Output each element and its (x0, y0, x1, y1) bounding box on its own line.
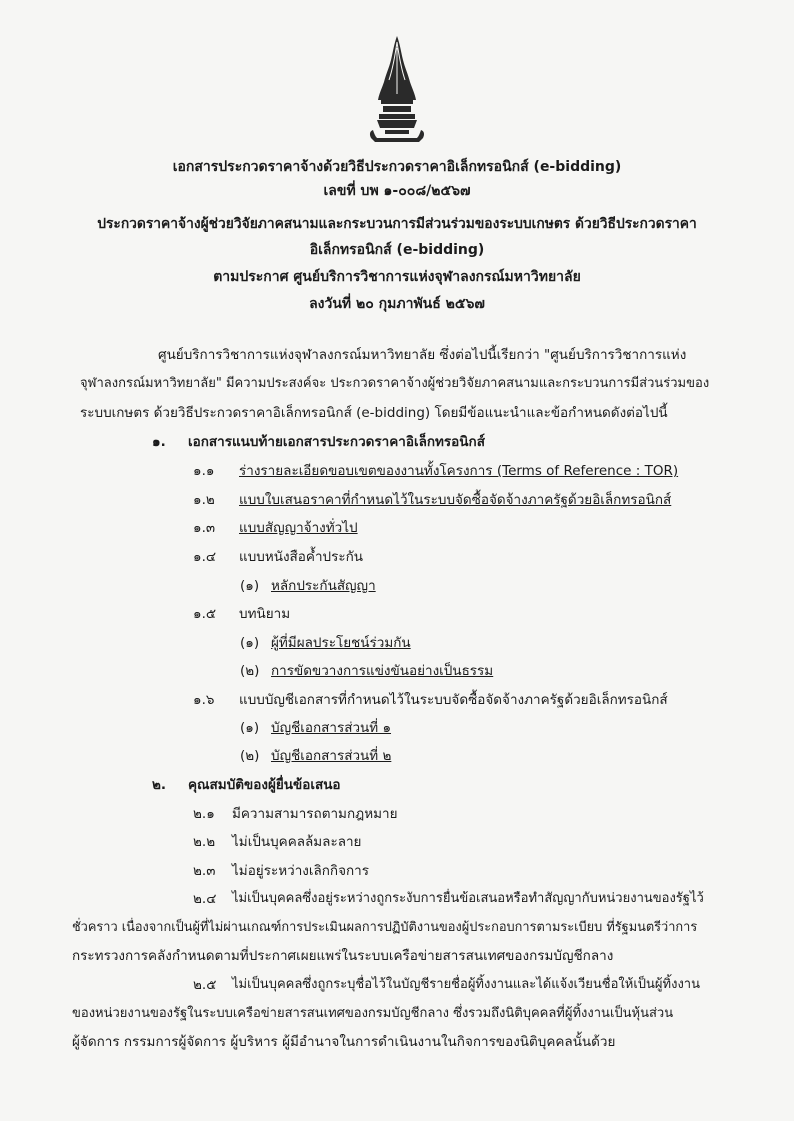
section-1-number: ๑. (152, 434, 166, 450)
item-number: ๒.๑ (193, 806, 215, 822)
section-1-title: เอกสารแนบท้ายเอกสารประกวดราคาอิเล็กทรอนิกส์ (188, 434, 485, 450)
item-number: ๒.๔ (193, 891, 217, 907)
sub-item-number: (๑) (240, 720, 260, 736)
university-emblem-logo (367, 34, 427, 146)
qualification-text-continued: กระทรวงการคลังกำหนดตามที่ประกาศเผยแพร่ในระบบเครือข่ายสารสนเทศของกรมบัญชีกลาง (72, 948, 614, 964)
item-number: ๑.๖ (193, 692, 215, 708)
attachment-link-tor[interactable]: ร่างรายละเอียดขอบเขตของงานทั้งโครงการ (Terms of Reference : TOR) (239, 463, 679, 479)
attachment-link-contract-guarantee[interactable]: หลักประกันสัญญา (271, 578, 376, 594)
item-number: ๑.๒ (193, 492, 215, 508)
attachment-link-document-list-1[interactable]: บัญชีเอกสารส่วนที่ ๑ (271, 720, 392, 736)
qualification-text-continued: ผู้จัดการ กรรมการผู้จัดการ ผู้บริหาร ผู้มีอำนาจในการดำเนินงานในกิจการของนิติบุคคลนั้นด้วย (72, 1034, 616, 1050)
intro-line-1: ศูนย์บริการวิชาการแห่งจุฬาลงกรณ์มหาวิทยาลัย ซึ่งต่อไปนี้เรียกว่า "ศูนย์บริการวิชาการแห่ง (158, 347, 687, 363)
qualification-text-continued: ของหน่วยงานของรัฐในระบบเครือข่ายสารสนเทศของกรมบัญชีกลาง ซึ่งรวมถึงนิติบุคคลที่ผู้ทิ้งงานเป็นหุ้นส่วน (72, 1006, 674, 1021)
intro-line-2: จุฬาลงกรณ์มหาวิทยาลัย" มีความประสงค์จะ ประกวดราคาจ้างผู้ช่วยวิจัยภาคสนามและกระบวนการมีส่วนร่วมของ (80, 376, 710, 391)
qualification-text: ไม่เป็นบุคคลซึ่งถูกระบุชื่อไว้ในบัญชีรายชื่อผู้ทิ้งงานและได้แจ้งเวียนชื่อให้เป็นผู้ทิ้งงาน (232, 977, 700, 992)
item-number: ๒.๒ (193, 834, 216, 850)
sub-item-number: (๑) (240, 635, 260, 651)
section-2-number: ๒. (152, 777, 167, 793)
attachment-link-joint-interest[interactable]: ผู้ที่มีผลประโยชน์ร่วมกัน (271, 635, 411, 651)
qualification-text: ไม่เป็นบุคคลซึ่งอยู่ระหว่างถูกระงับการยื่นข้อเสนอหรือทำสัญญากับหน่วยงานของรัฐไว้ (232, 891, 704, 906)
item-number: ๒.๓ (193, 863, 216, 879)
attachment-link-contract[interactable]: แบบสัญญาจ้างทั่วไป (239, 520, 358, 536)
document-subject-line-1: ประกวดราคาจ้างผู้ช่วยวิจัยภาคสนามและกระบวนการมีส่วนร่วมของระบบเกษตร ด้วยวิธีประกวดราคา (97, 216, 697, 232)
attachment-link-fair-competition[interactable]: การขัดขวางการแข่งขันอย่างเป็นธรรม (271, 663, 494, 679)
attachment-link-price-form[interactable]: แบบใบเสนอราคาที่กำหนดไว้ในระบบจัดซื้อจัดจ้างภาครัฐด้วยอิเล็กทรอนิกส์ (239, 492, 672, 508)
document-subject-line-2: อิเล็กทรอนิกส์ (e-bidding) (309, 242, 485, 258)
sub-item-number: (๒) (240, 748, 260, 764)
intro-line-3: ระบบเกษตร ด้วยวิธีประกวดราคาอิเล็กทรอนิกส์ (e-bidding) โดยมีข้อแนะนำและข้อกำหนดดังต่อไปนี้ (80, 405, 668, 421)
item-number: ๑.๔ (193, 549, 217, 565)
qualification-text-continued: ชั่วคราว เนื่องจากเป็นผู้ที่ไม่ผ่านเกณฑ์การประเมินผลการปฏิบัติงานของผู้ประกอบการตามระเบียบ ที่รัฐมนตรีว่าการ (72, 920, 698, 935)
document-number: เลขที่ บพ ๑-๐๐๘/๒๕๖๗ (323, 183, 471, 199)
item-number: ๑.๑ (193, 463, 215, 479)
qualification-text: มีความสามารถตามกฎหมาย (232, 806, 398, 822)
attachment-label-definitions: บทนิยาม (239, 606, 291, 622)
sub-item-number: (๒) (240, 663, 260, 679)
document-announcer: ตามประกาศ ศูนย์บริการวิชาการแห่งจุฬาลงกรณ์มหาวิทยาลัย (213, 269, 581, 285)
document-date: ลงวันที่ ๒๐ กุมภาพันธ์ ๒๕๖๗ (309, 296, 485, 312)
attachment-label-document-list: แบบบัญชีเอกสารที่กำหนดไว้ในระบบจัดซื้อจัดจ้างภาครัฐด้วยอิเล็กทรอนิกส์ (239, 692, 668, 708)
qualification-text: ไม่เป็นบุคคลล้มละลาย (232, 834, 362, 850)
sub-item-number: (๑) (240, 578, 260, 594)
attachment-link-document-list-2[interactable]: บัญชีเอกสารส่วนที่ ๒ (271, 748, 392, 764)
item-number: ๒.๕ (193, 977, 217, 993)
attachment-label-guarantee: แบบหนังสือค้ำประกัน (239, 549, 363, 565)
section-2-title: คุณสมบัติของผู้ยื่นข้อเสนอ (188, 777, 341, 793)
document-title: เอกสารประกวดราคาจ้างด้วยวิธีประกวดราคาอิเล็กทรอนิกส์ (e-bidding) (172, 159, 622, 175)
qualification-text: ไม่อยู่ระหว่างเลิกกิจการ (232, 863, 370, 879)
item-number: ๑.๕ (193, 606, 217, 622)
item-number: ๑.๓ (193, 520, 216, 536)
